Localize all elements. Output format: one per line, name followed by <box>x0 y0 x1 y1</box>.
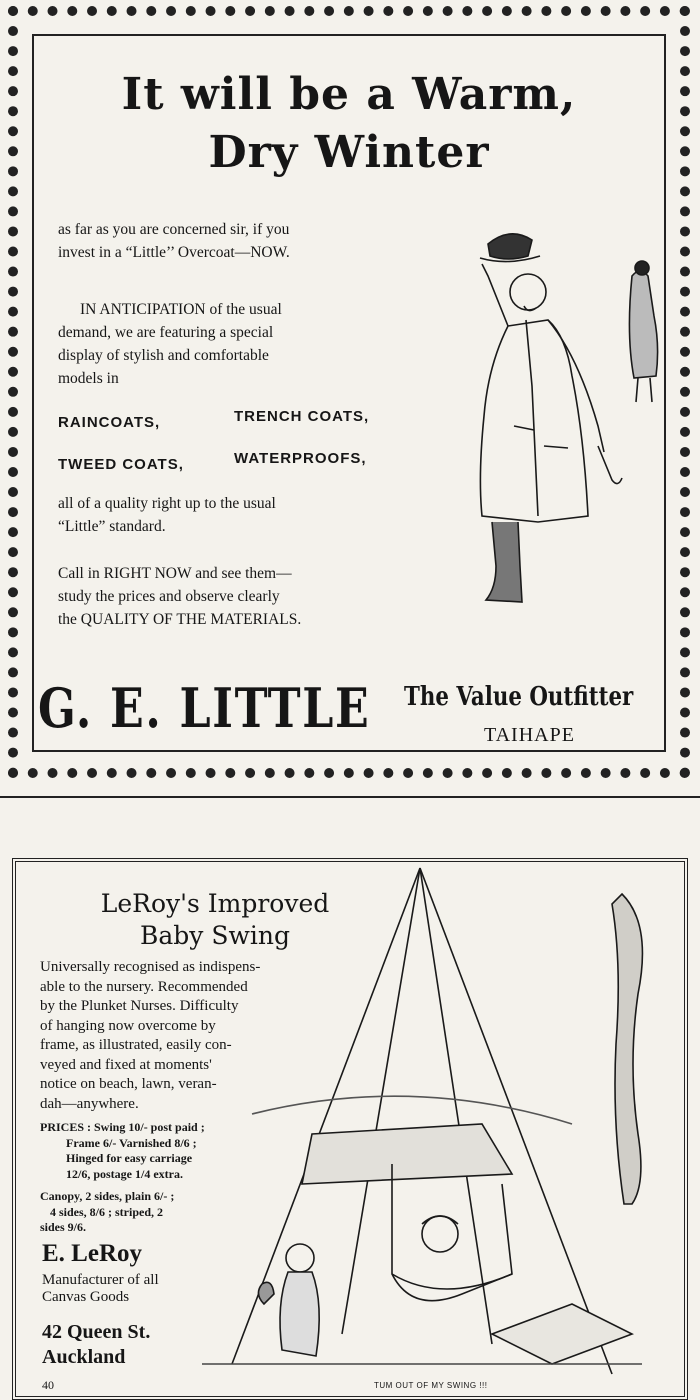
description-line: notice on beach, lawn, veran- <box>40 1076 217 1092</box>
quality-line: “Little” standard. <box>58 518 166 535</box>
address-line: Auckland <box>42 1346 126 1368</box>
coat-item: RAINCOATS, <box>58 414 161 431</box>
coat-item: TWEED COATS, <box>58 456 184 473</box>
price-line: Hinged for easy carriage <box>66 1151 193 1165</box>
canopy-line: 4 sides, 8/6 ; striped, 2 <box>50 1204 164 1219</box>
anticipation-paragraph <box>58 298 282 390</box>
price-line: PRICES : Swing 10/- post paid ; <box>40 1120 205 1134</box>
headline-line-1: It will be a Warm, <box>121 69 577 120</box>
quality-paragraph <box>58 492 276 538</box>
intro-line: invest in a “Little’’ Overcoat—NOW. <box>58 244 290 261</box>
coat-item: WATERPROOFS, <box>234 450 367 467</box>
canopy-line: Canopy, 2 sides, plain 6/- ; <box>40 1189 175 1203</box>
coat-item: TRENCH COATS, <box>234 408 370 425</box>
brand-name: G. E. LITTLE <box>38 676 371 740</box>
description-line: frame, as illustrated, easily con- <box>40 1037 232 1053</box>
canopy-prices <box>40 1189 260 1236</box>
description-line: dah—anywhere. <box>40 1095 139 1112</box>
swing-description <box>40 958 340 1114</box>
maker-description <box>42 1272 222 1306</box>
intro-line: as far as you are concerned sir, if you <box>58 221 290 238</box>
call-line: study the prices and observe clearly <box>58 588 280 605</box>
swing-title-line-2: Baby Swing <box>140 921 290 950</box>
description-line: of hanging now overcome by <box>40 1017 216 1034</box>
brand-tagline: The Value Outfitter <box>404 682 634 712</box>
gentleman-overcoat-illustration <box>448 216 670 636</box>
description-line: able to the nursery. Recommended <box>40 978 248 995</box>
description-line: veyed and fixed at moments' <box>40 1056 212 1073</box>
anticipation-line: IN ANTICIPATION of the usual <box>80 301 282 318</box>
maker-sub-line: Canvas Goods <box>42 1289 130 1305</box>
swing-title-line-1: LeRoy's Improved <box>100 889 330 918</box>
intro-paragraph <box>58 218 290 264</box>
quality-line: all of a quality right up to the usual <box>58 495 276 512</box>
call-paragraph <box>58 562 301 631</box>
call-line: Call in RIGHT NOW and see them— <box>58 565 292 582</box>
description-line: by the Plunket Nurses. Difficulty <box>40 998 239 1014</box>
swing-prices <box>40 1120 300 1182</box>
canopy-line: sides 9/6. <box>40 1220 87 1234</box>
swing-title <box>70 888 360 952</box>
leroy-advertisement <box>12 858 688 1400</box>
brand-town: TAIHAPE <box>484 724 575 746</box>
address-line: 42 Queen St. <box>42 1321 151 1343</box>
maker-name: E. LeRoy <box>42 1240 142 1267</box>
maker-address <box>42 1320 150 1370</box>
description-line: Universally recognised as indispens- <box>40 959 261 975</box>
call-line: the QUALITY OF THE MATERIALS. <box>58 611 302 628</box>
anticipation-line: display of stylish and comfortable <box>58 347 269 364</box>
price-line: 12/6, postage 1/4 extra. <box>66 1166 183 1181</box>
anticipation-line: demand, we are featuring a special <box>58 324 274 341</box>
illustration-caption: TUM OUT OF MY SWING !!! <box>374 1381 488 1390</box>
headline <box>18 66 680 182</box>
maker-sub-line: Manufacturer of all <box>42 1272 159 1288</box>
headline-line-2: Dry Winter <box>208 127 490 178</box>
little-advertisement <box>8 6 690 778</box>
price-line: Frame 6/- Varnished 8/6 ; <box>66 1135 197 1150</box>
page-number: 40 <box>42 1378 54 1392</box>
anticipation-line: models in <box>58 370 119 387</box>
page-divider <box>0 796 700 798</box>
